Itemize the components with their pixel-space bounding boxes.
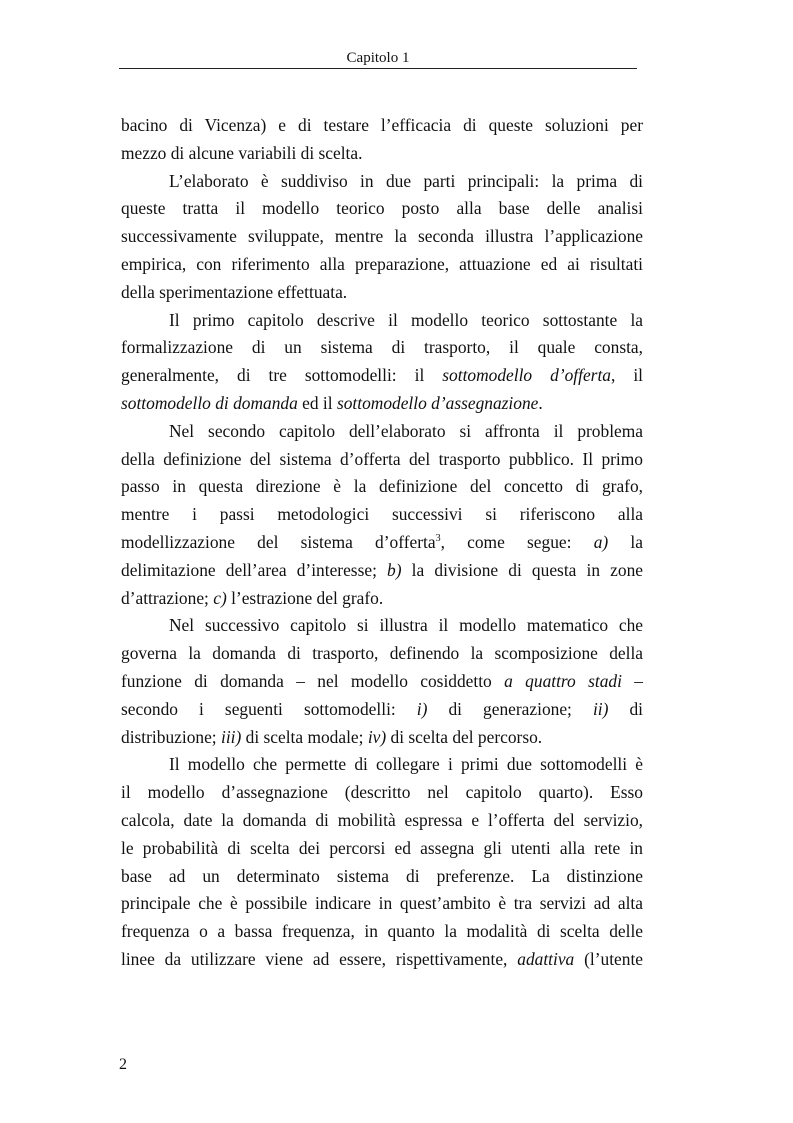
text-line: mezzo di alcune variabili di scelta.: [121, 142, 363, 163]
text-run: di generazione;: [427, 698, 593, 719]
paragraph-3: [121, 307, 643, 418]
text-run: linee da utilizzare viene ad essere, rispettivamente,: [121, 948, 518, 969]
text-run: funzione di domanda – nel modello cosiddetto: [121, 670, 505, 691]
text-run: d’attrazione;: [121, 587, 214, 608]
text-line: successivamente sviluppate, mentre la seconda illustra l’applicazione: [121, 226, 643, 247]
text-line: empirica, con riferimento alla preparazione, attuazione ed ai risultati: [121, 253, 643, 274]
emphasis-term: a quattro stadi: [504, 670, 622, 691]
text-line: Il modello che permette di collegare i primi due sottomodelli è: [169, 754, 643, 775]
text-run: secondo i seguenti sottomodelli:: [121, 698, 417, 719]
list-marker: ii): [592, 698, 609, 719]
text-line: [121, 362, 643, 390]
emphasis-term: sottomodello d’assegnazione: [336, 392, 539, 413]
text-line: Nel secondo capitolo dell’elaborato si affronta il problema: [169, 420, 643, 441]
list-marker: a): [593, 531, 609, 552]
page-body: [121, 112, 643, 974]
text-run: la: [608, 531, 643, 552]
text-line: calcola, date la domanda di mobilità espressa e l’offerta del servizio,: [121, 809, 643, 830]
text-line: passo in questa direzione è la definizione del concetto di grafo,: [121, 476, 643, 497]
paragraph-1: [121, 112, 643, 168]
list-marker: i): [416, 698, 428, 719]
list-marker: iii): [220, 726, 242, 747]
text-run: l’estrazione del grafo.: [226, 587, 384, 608]
paragraph-6: [121, 751, 643, 973]
text-run: modellizzazione del sistema d’offerta: [121, 531, 436, 552]
text-run: delimitazione dell’area d’interesse;: [121, 559, 388, 580]
text-line: [121, 946, 643, 974]
header-rule: [119, 68, 637, 69]
text-line: principale che è possibile indicare in quest’ambito è tra servizi ad alta: [121, 893, 643, 914]
list-marker: b): [387, 559, 402, 580]
list-marker: c): [213, 587, 227, 608]
text-line: governa la domanda di trasporto, definendo la scomposizione della: [121, 643, 643, 664]
page-number: 2: [119, 1056, 127, 1073]
text-run: .: [538, 392, 543, 413]
text-run: ed il: [297, 392, 337, 413]
text-run: , come segue:: [440, 531, 594, 552]
text-line: [121, 696, 643, 724]
text-run: –: [621, 670, 644, 691]
text-line: frequenza o a bassa frequenza, in quanto la modalità di scelta delle: [121, 921, 643, 942]
running-header: Capitolo 1: [346, 50, 410, 66]
text-line: L’elaborato è suddiviso in due parti principali: la prima di: [169, 170, 643, 191]
text-line: [121, 724, 643, 752]
text-run: distribuzione;: [121, 726, 221, 747]
paragraph-4: [121, 418, 643, 613]
text-line: base ad un determinato sistema di preferenze. La distinzione: [121, 865, 643, 886]
paragraph-5: [121, 612, 643, 751]
text-line: [121, 668, 643, 696]
emphasis-term: sottomodello d’offerta: [442, 365, 611, 386]
list-marker: iv): [367, 726, 387, 747]
text-run: di: [608, 698, 644, 719]
text-line: formalizzazione di un sistema di trasporto, il quale consta,: [121, 337, 643, 358]
text-line: [121, 585, 643, 613]
text-run: (l’utente: [574, 948, 643, 969]
text-line: [121, 390, 643, 418]
text-line: bacino di Vicenza) e di testare l’efficacia di queste soluzioni per: [121, 115, 643, 135]
text-line: le probabilità di scelta dei percorsi ed assegna gli utenti alla rete in: [121, 837, 643, 858]
text-line: [121, 529, 643, 557]
text-line: mentre i passi metodologici successivi si riferiscono alla: [121, 504, 643, 525]
text-line: Nel successivo capitolo si illustra il modello matematico che: [169, 615, 643, 636]
text-run: di scelta modale;: [241, 726, 368, 747]
text-line: il modello d’assegnazione (descritto nel capitolo quarto). Esso: [121, 782, 643, 803]
text-line: della definizione del sistema d’offerta del trasporto pubblico. Il primo: [121, 448, 643, 469]
footnote-marker[interactable]: 3: [435, 532, 441, 544]
paragraph-2: [121, 168, 643, 307]
text-line: [121, 557, 643, 585]
text-line: queste tratta il modello teorico posto alla base delle analisi: [121, 198, 643, 219]
text-run: generalmente, di tre sottomodelli: il: [121, 365, 443, 386]
text-run: , il: [610, 365, 643, 386]
text-line: Il primo capitolo descrive il modello teorico sottostante la: [169, 309, 643, 330]
text-run: la divisione di questa in zone: [401, 559, 643, 580]
emphasis-term: adattiva: [517, 948, 575, 969]
text-run: di scelta del percorso.: [386, 726, 543, 747]
text-line: della sperimentazione effettuata.: [121, 281, 348, 302]
emphasis-term: sottomodello di domanda: [121, 392, 298, 413]
